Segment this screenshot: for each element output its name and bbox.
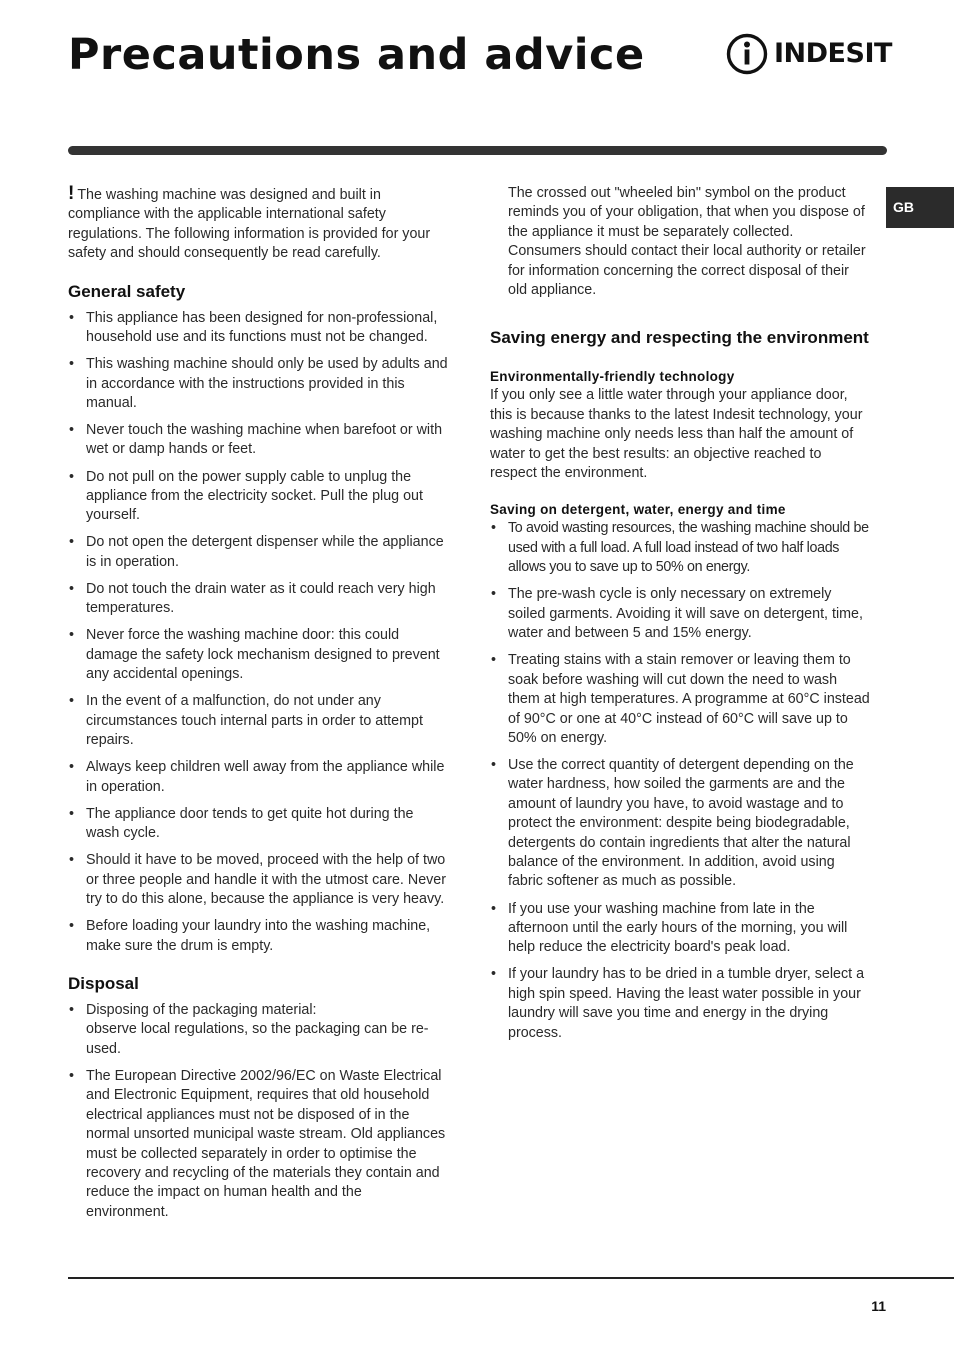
general-safety-list [68,309,448,956]
page-title: Precautions and advice [68,30,645,80]
disposal-heading: Disposal [68,973,139,993]
list-item: • Never force the washing machine door: this could damage the safety lock mechanism designed to prevent any accidental openings. [68,626,448,684]
footer-divider [68,1277,954,1279]
right-column [490,184,870,1051]
brand-wordmark: INDESIT [774,38,892,69]
intro-text: The washing machine was designed and built in compliance with the applicable international safety regulations. The following information is provided for your safety and should consequently be read carefully. [68,187,431,262]
list-item: • Should it have to be moved, proceed with the help of two or three people and handle it with the utmost care. Never try to do this alone, because the appliance is very heavy. [68,851,448,909]
list-item: • Use the correct quantity of detergent depending on the water hardness, how soiled the garments are and the amount of laundry you have, to avoid wastage and to protect the environment: despite being biodegradable, detergents do contain ingredients that alter the natural balance of the environment. In addition, avoid using fabric softener as much as possible. [490,756,870,892]
intro-paragraph [68,184,448,264]
page-number: 11 [871,1298,886,1314]
packaging-text: observe local regulations, so the packaging can be re-used. [86,1021,429,1057]
list-item: • This washing machine should only be used by adults and in accordance with the instructions provided in this manual. [68,355,448,413]
list-item [68,1001,448,1059]
bin-symbol-text: The crossed out "wheeled bin" symbol on the product reminds you of your obligation, that when you dispose of the appliance it must be separately collected. [508,185,865,240]
list-item: • Never touch the washing machine when barefoot or with wet or damp hands or feet. [68,421,448,460]
eco-tech-text: If you only see a little water through your appliance door, this is because thanks to the latest Indesit technology, your washing machine only needs less than half the amount of water to get the best results: an objective reached to respect the environment. [490,387,863,482]
eco-tech-heading: Environmentally-friendly technology [490,369,735,385]
warning-icon: ! [68,183,75,204]
list-item: • To avoid wasting resources, the washing machine should be used with a full load. A full load instead of two half loads allows you to save up to 50% on energy. [490,519,870,577]
authority-text: Consumers should contact their local authority or retailer for information concerning the correct disposal of their old appliance. [508,243,866,299]
list-item: • The appliance door tends to get quite hot during the wash cycle. [68,805,448,844]
brand-logo-icon [726,33,770,75]
general-safety-heading: General safety [68,281,186,301]
list-item: • Always keep children well away from the appliance while in operation. [68,758,448,797]
language-tab: GB [886,187,954,228]
list-item: • The European Directive 2002/96/EC on Waste Electrical and Electronic Equipment, requires that old household electrical appliances must not be disposed of in the normal unsorted municipal waste stream. Old appliances must be collected separately in order to optimise the recovery and recycling of the materials they contain and reduce the impact on human health and the environment. [68,1067,448,1222]
left-column [68,184,448,1230]
header-divider [68,146,887,155]
list-item: • Do not pull on the power supply cable to unplug the appliance from the electricity socket. Pull the plug out yourself. [68,468,448,526]
list-item: • The pre-wash cycle is only necessary on extremely soiled garments. Avoiding it will save on detergent, time, water and between 5 and 15% energy. [490,585,870,643]
list-item: • If your laundry has to be dried in a tumble dryer, select a high spin speed. Having the least water possible in your laundry will save you time and energy in the drying process. [490,965,870,1043]
list-item: • This appliance has been designed for non-professional, household use and its functions must not be changed. [68,309,448,348]
saving-heading: Saving energy and respecting the environment [490,328,869,348]
disposal-continued [490,184,870,300]
list-item: • Do not touch the drain water as it could reach very high temperatures. [68,580,448,619]
detergent-list [490,519,870,1043]
list-item: • Do not open the detergent dispenser while the appliance is in operation. [68,533,448,572]
list-item: • Treating stains with a stain remover or leaving them to soak before washing will cut down the need to wash them at high temperatures. A programme at 60°C instead of 90°C or one at 40°C instead of 60°C will save up to 50% on energy. [490,651,870,748]
list-item: • Before loading your laundry into the washing machine, make sure the drum is empty. [68,917,448,956]
list-item: • If you use your washing machine from late in the afternoon until the early hours of the morning, you will help reduce the electricity board's peak load. [490,900,870,958]
list-item: • In the event of a malfunction, do not under any circumstances touch internal parts in order to attempt repairs. [68,692,448,750]
packaging-title: Disposing of the packaging material: [86,1001,317,1018]
detergent-heading: Saving on detergent, water, energy and time [490,502,786,518]
disposal-list [68,1001,448,1222]
brand-logo [726,33,892,75]
